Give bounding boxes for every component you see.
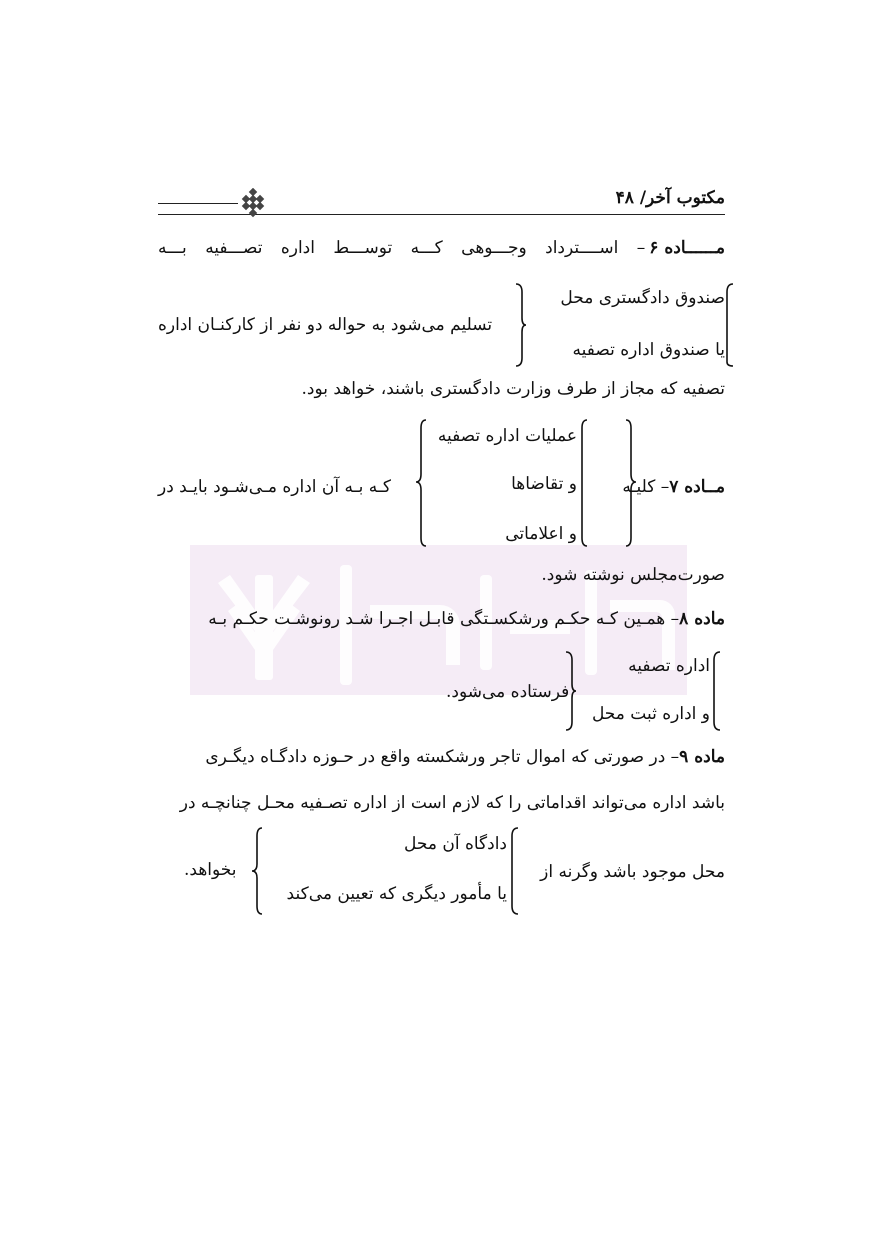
article-6-line-1 (158, 236, 725, 260)
left-bracket-icon (579, 418, 589, 548)
article-7-heading (622, 475, 725, 499)
article-9-lead: محل موجود باشد وگرنه از (540, 862, 725, 882)
article-7-option-2: و تقاضاها (511, 474, 577, 494)
article-6-option-1: صندوق دادگستری محل (560, 288, 725, 308)
article-7-lead: – کلیـه (622, 477, 670, 497)
article-8-tail: فرستاده می‌شود. (446, 682, 570, 702)
article-8-text: – همـین کـه حکـم ورشکسـتگی قابـل اجـرا شـد رونوشـت حکـم بـه (208, 609, 680, 629)
article-9-label: ماده ۹ (679, 747, 725, 767)
right-bracket-icon (711, 650, 723, 732)
article-7-label: مــاده ۷ (669, 477, 725, 497)
article-9-line-2: باشد اداره می‌تواند اقداماتی را که لازم است از اداره تصـفیه محـل چنانچـه در (179, 793, 725, 813)
article-7-line-2: صورت‌مجلس نوشته شود. (541, 565, 725, 585)
article-9-text: – در صورتی که اموال تاجر ورشکسته واقع در حـوزه دادگـاه دیگـری (205, 747, 680, 767)
left-brace-icon (416, 418, 430, 548)
article-6-word: وجـــوهی (461, 238, 527, 258)
article-6-label: مــــــاده ۶ (649, 238, 725, 258)
article-9-line-1 (205, 745, 725, 769)
article-7-option-1: عملیات اداره تصفیه (437, 426, 577, 446)
article-6-option-2: یا صندوق اداره تصفیه (572, 340, 725, 360)
article-8-option-2: و اداره ثبت محل (591, 704, 710, 724)
article-6-word: توســـط (333, 238, 393, 258)
page-title: مکتوب آخر/ ۴۸ (615, 188, 725, 208)
article-9-option-1: دادگاه آن محل (403, 834, 507, 854)
article-7-option-3: و اعلاماتی (505, 524, 577, 544)
article-6-word: کـــه (410, 238, 443, 258)
right-bracket-icon (509, 826, 521, 916)
article-8-label: ماده ۸ (679, 609, 725, 629)
article-6-word: – (636, 238, 646, 258)
diamond-ornament-icon (236, 188, 270, 218)
article-7-tail: کـه بـه آن اداره مـی‌شـود بایـد در (158, 477, 391, 497)
left-brace-icon (512, 282, 526, 368)
article-6-word: تصـــفیه (205, 238, 263, 258)
article-6-line-3: تصفیه که مجاز از طرف وزارت دادگستری باشند، خواهد بود. (301, 379, 725, 399)
article-6-line-2: تسلیم می‌شود به حواله دو نفر از کارکنـان اداره (158, 315, 493, 335)
right-brace-icon (723, 282, 737, 368)
right-brace-icon (622, 418, 636, 548)
article-6-word: اداره (280, 238, 315, 258)
article-6-word: بـــه (158, 238, 187, 258)
header-rule-short (158, 203, 238, 204)
article-6-word: اســــترداد (545, 238, 619, 258)
running-header (158, 188, 725, 220)
left-brace-icon (252, 826, 266, 916)
article-9-tail: بخواهد. (184, 860, 237, 880)
article-6-text (158, 236, 645, 260)
article-8-line-1 (208, 607, 725, 631)
article-8-option-1: اداره تصفیه (628, 656, 710, 676)
article-9-option-2: یا مأمور دیگری که تعیین می‌کند (286, 884, 507, 904)
